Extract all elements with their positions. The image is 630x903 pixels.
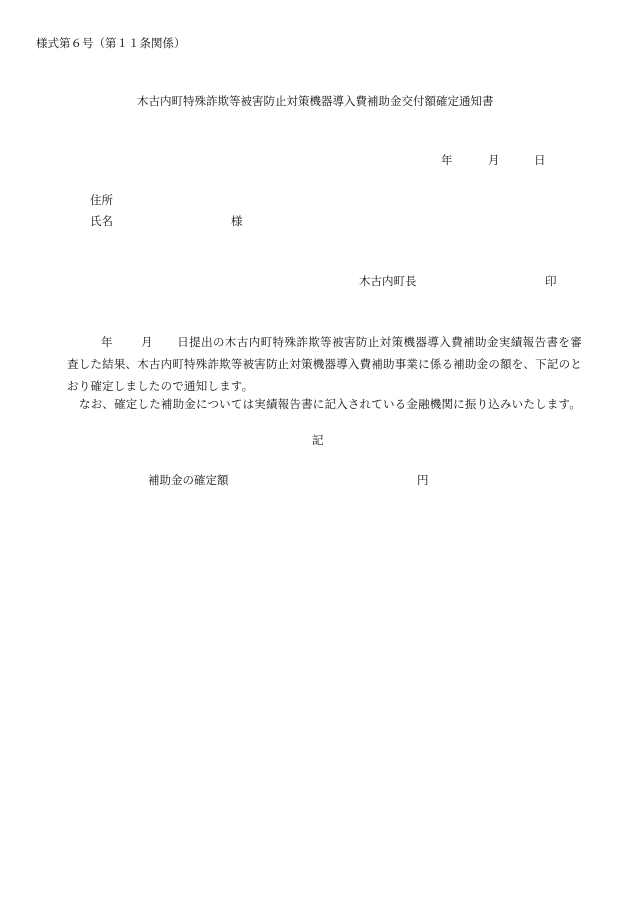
para1-month-label: 月 (140, 335, 154, 349)
date-day-label: 日 (534, 153, 546, 167)
para1-day-label: 日 (177, 335, 190, 349)
address-label: 住所 (90, 193, 113, 207)
record-heading: 記 (312, 433, 324, 447)
date-year-label: 年 (441, 153, 453, 167)
amount-label: 補助金の確定額 (148, 473, 229, 487)
issuer-title: 木古内町長 (359, 274, 417, 288)
para1-text: 提出の木古内町特殊詐欺等被害防止対策機器導入費補助金実績報告書を審査した結果、木古内町特殊詐欺等被害防止対策機器導入費補助事業に係る補助金の額を、下記のとおり確定しましたので通知します。 (67, 335, 582, 393)
body-paragraph-1 (67, 331, 582, 397)
para1-year-label: 年 (101, 335, 113, 349)
seal-label: 印 (545, 274, 557, 288)
amount-unit: 円 (417, 473, 429, 487)
body-paragraph-2: なお、確定した補助金については実績報告書に記入されている金融機関に振り込みいたします。 (79, 397, 581, 411)
document-title: 木古内町特殊詐欺等被害防止対策機器導入費補助金交付額確定通知書 (137, 94, 494, 108)
honorific: 様 (231, 214, 243, 228)
name-label: 氏名 (90, 214, 113, 228)
date-month-label: 月 (488, 153, 500, 167)
form-number: 様式第６号（第１１条関係） (36, 36, 186, 50)
